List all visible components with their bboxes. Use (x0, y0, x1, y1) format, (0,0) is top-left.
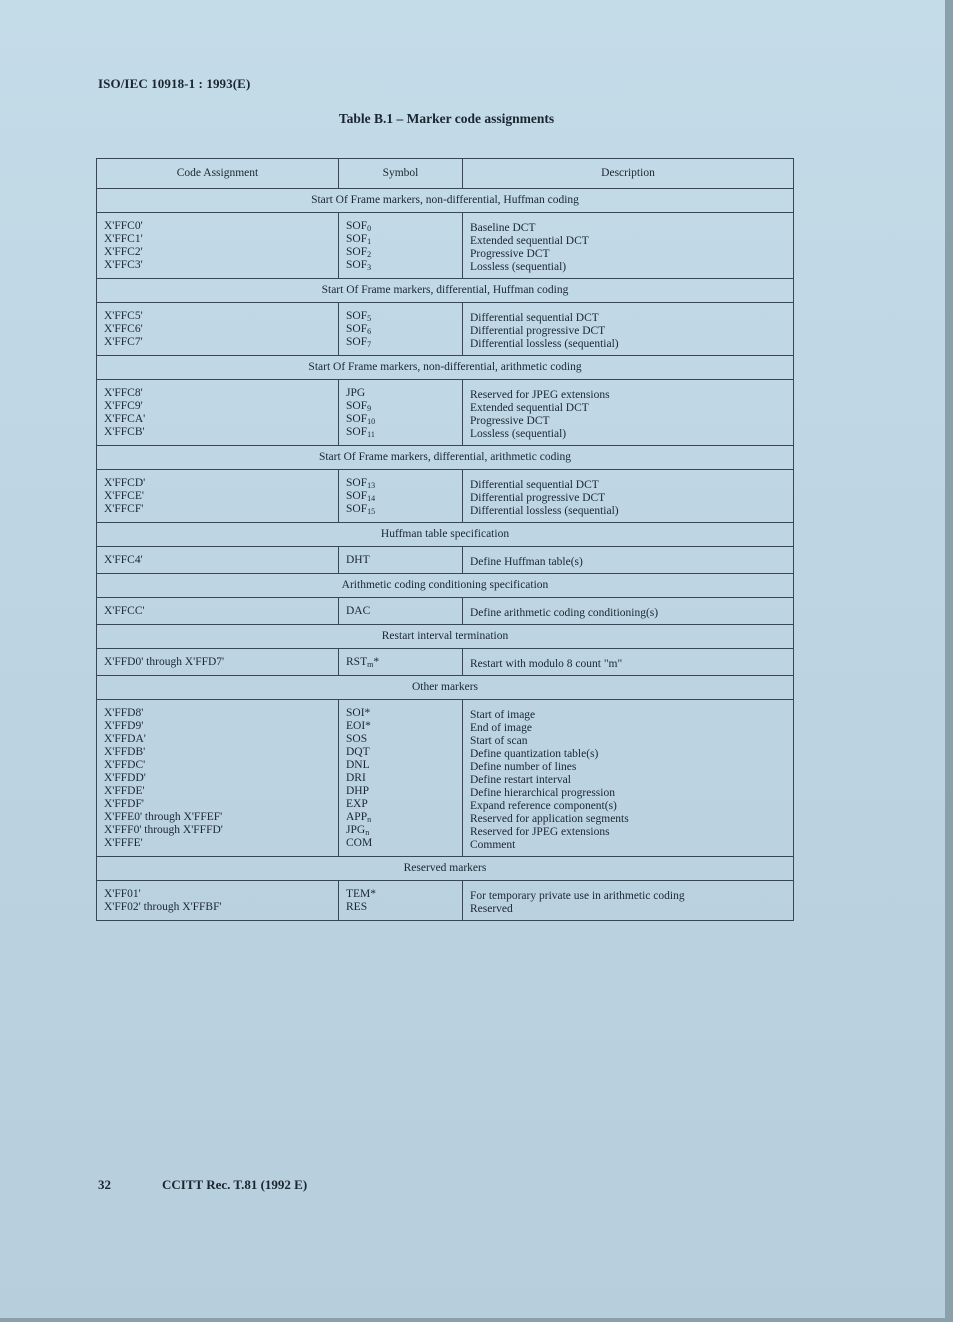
table-row (97, 598, 794, 625)
description-value: Progressive DCT (470, 415, 550, 427)
description-value: Define Huffman table(s) (470, 556, 583, 568)
code-value: X'FFCE' (104, 490, 144, 502)
symbol-base: SOF (346, 426, 368, 438)
table-title: Table B.1 – Marker code assignments (338, 111, 555, 126)
code-assignment-cell (97, 303, 339, 356)
code-value: X'FFCA' (104, 413, 146, 425)
description-value: Define number of lines (470, 761, 577, 773)
code-value: X'FF01' (104, 888, 141, 900)
description-value: Define hierarchical progression (470, 787, 615, 799)
description-value: Restart with modulo 8 count "m" (470, 658, 623, 670)
code-value: X'FFDB' (104, 746, 146, 758)
description-value: Baseline DCT (470, 222, 536, 234)
symbol-cell (339, 303, 463, 356)
table-row (97, 700, 794, 857)
code-assignment-cell (97, 470, 339, 523)
section-title: Arithmetic coding conditioning specification (97, 574, 794, 598)
symbol-base: SOI* (346, 707, 371, 719)
symbol-cell (339, 881, 463, 921)
symbol-cell (339, 380, 463, 446)
symbol-value (346, 824, 455, 837)
code-assignment-cell (97, 649, 339, 676)
description-value: Reserved for JPEG extensions (470, 826, 610, 838)
section-header-row (97, 625, 794, 649)
symbol-value (346, 733, 455, 746)
code-value: X'FFC6' (104, 323, 143, 335)
description-value: Define arithmetic coding conditioning(s) (470, 607, 659, 619)
code-value: X'FF02' through X'FFBF' (104, 901, 222, 913)
symbol-subscript: m (367, 660, 374, 669)
symbol-value (346, 336, 455, 349)
symbol-value (346, 772, 455, 785)
symbol-suffix: * (373, 656, 380, 668)
symbol-base: SOF (346, 413, 368, 425)
header-symbol: Symbol (339, 159, 463, 189)
description-value: Differential lossless (sequential) (470, 338, 619, 350)
section-header-row (97, 189, 794, 213)
description-value: Differential sequential DCT (470, 312, 599, 324)
symbol-value (346, 503, 455, 516)
code-value: X'FFCD' (104, 477, 146, 489)
description-value: For temporary private use in arithmetic coding (470, 890, 685, 902)
description-value: Extended sequential DCT (470, 235, 589, 247)
description-value: Differential progressive DCT (470, 325, 606, 337)
header-description: Description (463, 159, 794, 189)
symbol-subscript: 10 (367, 417, 376, 426)
symbol-value (346, 220, 455, 233)
symbol-base: SOF (346, 220, 368, 232)
symbol-value (346, 400, 455, 413)
symbol-value (346, 605, 455, 618)
section-header-row (97, 574, 794, 598)
symbol-subscript: 3 (367, 263, 372, 272)
code-value: X'FFFE' (104, 837, 143, 849)
code-value: X'FFDA' (104, 733, 146, 745)
description-value: Progressive DCT (470, 248, 550, 260)
symbol-base: SOF (346, 477, 368, 489)
description-value: Define quantization table(s) (470, 748, 599, 760)
table-row (97, 547, 794, 574)
code-value: X'FFDD' (104, 772, 146, 784)
section-title: Huffman table specification (97, 523, 794, 547)
symbol-cell (339, 470, 463, 523)
code-value: X'FFC0' (104, 220, 143, 232)
description-cell (463, 303, 794, 356)
code-value: X'FFF0' through X'FFFD' (104, 824, 223, 836)
description-cell (463, 700, 794, 857)
symbol-subscript: 13 (367, 481, 376, 490)
symbol-base: DRI (346, 772, 366, 784)
symbol-base: SOF (346, 310, 368, 322)
code-value: X'FFCC' (104, 605, 145, 617)
symbol-subscript: n (365, 828, 370, 837)
symbol-value (346, 323, 455, 336)
symbol-base: DAC (346, 605, 371, 617)
description-cell (463, 213, 794, 279)
table-row (97, 213, 794, 279)
symbol-base: EXP (346, 798, 368, 810)
description-value: Differential lossless (sequential) (470, 505, 619, 517)
section-header-row (97, 676, 794, 700)
symbol-base: SOF (346, 259, 368, 271)
code-assignment-cell (97, 700, 339, 857)
symbol-value (346, 901, 455, 914)
description-value: Differential sequential DCT (470, 479, 599, 491)
symbol-value (346, 426, 455, 439)
code-value: X'FFCB' (104, 426, 145, 438)
symbol-value (346, 477, 455, 490)
symbol-value (346, 837, 455, 850)
symbol-base: COM (346, 837, 373, 849)
symbol-cell (339, 598, 463, 625)
symbol-value (346, 233, 455, 246)
code-value: X'FFDE' (104, 785, 145, 797)
description-value: End of image (470, 722, 532, 734)
code-value: X'FFC2' (104, 246, 143, 258)
symbol-base: SOF (346, 233, 368, 245)
symbol-subscript: 6 (367, 327, 372, 336)
page-number: 32 (98, 1177, 111, 1192)
code-value: X'FFC1' (104, 233, 143, 245)
symbol-cell (339, 213, 463, 279)
description-cell (463, 380, 794, 446)
symbol-subscript: 5 (367, 314, 372, 323)
symbol-base: SOF (346, 336, 368, 348)
symbol-cell (339, 700, 463, 857)
code-assignment-cell (97, 213, 339, 279)
symbol-base: SOF (346, 490, 368, 502)
section-title: Other markers (97, 676, 794, 700)
symbol-base: SOF (346, 503, 368, 515)
symbol-base: SOF (346, 246, 368, 258)
code-value: X'FFC7' (104, 336, 143, 348)
symbol-value (346, 310, 455, 323)
code-value: X'FFDF' (104, 798, 144, 810)
code-assignment-cell (97, 547, 339, 574)
symbol-cell (339, 547, 463, 574)
section-header-row (97, 446, 794, 470)
symbol-value (346, 554, 455, 567)
section-header-row (97, 356, 794, 380)
code-assignment-cell (97, 881, 339, 921)
description-cell (463, 881, 794, 921)
description-value: Start of scan (470, 735, 528, 747)
section-title: Start Of Frame markers, differential, arithmetic coding (97, 446, 794, 470)
symbol-subscript: 14 (367, 494, 376, 503)
table-row (97, 649, 794, 676)
symbol-subscript: 7 (367, 340, 372, 349)
symbol-base: RST (346, 656, 368, 668)
code-value: X'FFDC' (104, 759, 146, 771)
description-value: Reserved for JPEG extensions (470, 389, 610, 401)
section-title: Reserved markers (97, 857, 794, 881)
symbol-subscript: 15 (367, 507, 376, 516)
description-cell (463, 598, 794, 625)
symbol-value (346, 707, 455, 720)
section-title: Start Of Frame markers, non-differential, Huffman coding (97, 189, 794, 213)
symbol-value (346, 720, 455, 733)
description-value: Reserved (470, 903, 513, 915)
code-value: X'FFD0' through X'FFD7' (104, 656, 225, 668)
description-cell (463, 649, 794, 676)
section-header-row (97, 523, 794, 547)
standard-reference: ISO/IEC 10918-1 : 1993(E) (98, 76, 251, 91)
symbol-base: SOF (346, 323, 368, 335)
symbol-subscript: 0 (367, 224, 372, 233)
symbol-subscript: 2 (367, 250, 372, 259)
code-assignment-cell (97, 380, 339, 446)
description-cell (463, 470, 794, 523)
description-value: Define restart interval (470, 774, 571, 786)
description-value: Lossless (sequential) (470, 261, 567, 273)
symbol-value (346, 413, 455, 426)
symbol-base: SOS (346, 733, 368, 745)
section-header-row (97, 279, 794, 303)
symbol-value (346, 246, 455, 259)
code-value: X'FFC9' (104, 400, 143, 412)
symbol-base: DHP (346, 785, 370, 797)
symbol-value (346, 259, 455, 272)
symbol-value (346, 746, 455, 759)
description-value: Lossless (sequential) (470, 428, 567, 440)
section-title: Restart interval termination (97, 625, 794, 649)
symbol-subscript: 11 (367, 430, 375, 439)
symbol-base: DHT (346, 554, 370, 566)
code-value: X'FFC5' (104, 310, 143, 322)
table-row (97, 380, 794, 446)
symbol-base: DQT (346, 746, 370, 758)
code-value: X'FFC4' (104, 554, 143, 566)
code-value: X'FFD8' (104, 707, 144, 719)
description-value: Differential progressive DCT (470, 492, 606, 504)
footer-reference: CCITT Rec. T.81 (1992 E) (162, 1177, 308, 1192)
table-row (97, 470, 794, 523)
code-value: X'FFC3' (104, 259, 143, 271)
code-value: X'FFE0' through X'FFEF' (104, 811, 223, 823)
section-title: Start Of Frame markers, differential, Huffman coding (97, 279, 794, 303)
table-row (97, 303, 794, 356)
symbol-value (346, 490, 455, 503)
description-value: Start of image (470, 709, 536, 721)
symbol-base: JPG (346, 824, 366, 836)
symbol-value (346, 387, 455, 400)
section-title: Start Of Frame markers, non-differential, arithmetic coding (97, 356, 794, 380)
symbol-base: JPG (346, 387, 366, 399)
symbol-subscript: n (367, 815, 372, 824)
symbol-value (346, 888, 455, 901)
symbol-subscript: 1 (367, 237, 372, 246)
code-value: X'FFCF' (104, 503, 144, 515)
code-assignment-cell (97, 598, 339, 625)
symbol-base: SOF (346, 400, 368, 412)
symbol-subscript: 9 (367, 404, 372, 413)
description-value: Expand reference component(s) (470, 800, 617, 812)
description-value: Extended sequential DCT (470, 402, 589, 414)
description-value: Comment (470, 839, 516, 851)
symbol-value (346, 656, 455, 669)
symbol-value (346, 811, 455, 824)
table-header-row (97, 159, 794, 189)
symbol-value (346, 759, 455, 772)
symbol-base: RES (346, 901, 368, 913)
symbol-base: EOI* (346, 720, 371, 732)
marker-code-table (96, 158, 794, 921)
table-row (97, 881, 794, 921)
code-value: X'FFC8' (104, 387, 143, 399)
header-code-assignment: Code Assignment (97, 159, 339, 189)
description-value: Reserved for application segments (470, 813, 629, 825)
section-header-row (97, 857, 794, 881)
symbol-base: TEM* (346, 888, 377, 900)
symbol-value (346, 785, 455, 798)
symbol-base: DNL (346, 759, 370, 771)
symbol-base: APP (346, 811, 368, 823)
code-value: X'FFD9' (104, 720, 144, 732)
description-cell (463, 547, 794, 574)
symbol-value (346, 798, 455, 811)
symbol-cell (339, 649, 463, 676)
